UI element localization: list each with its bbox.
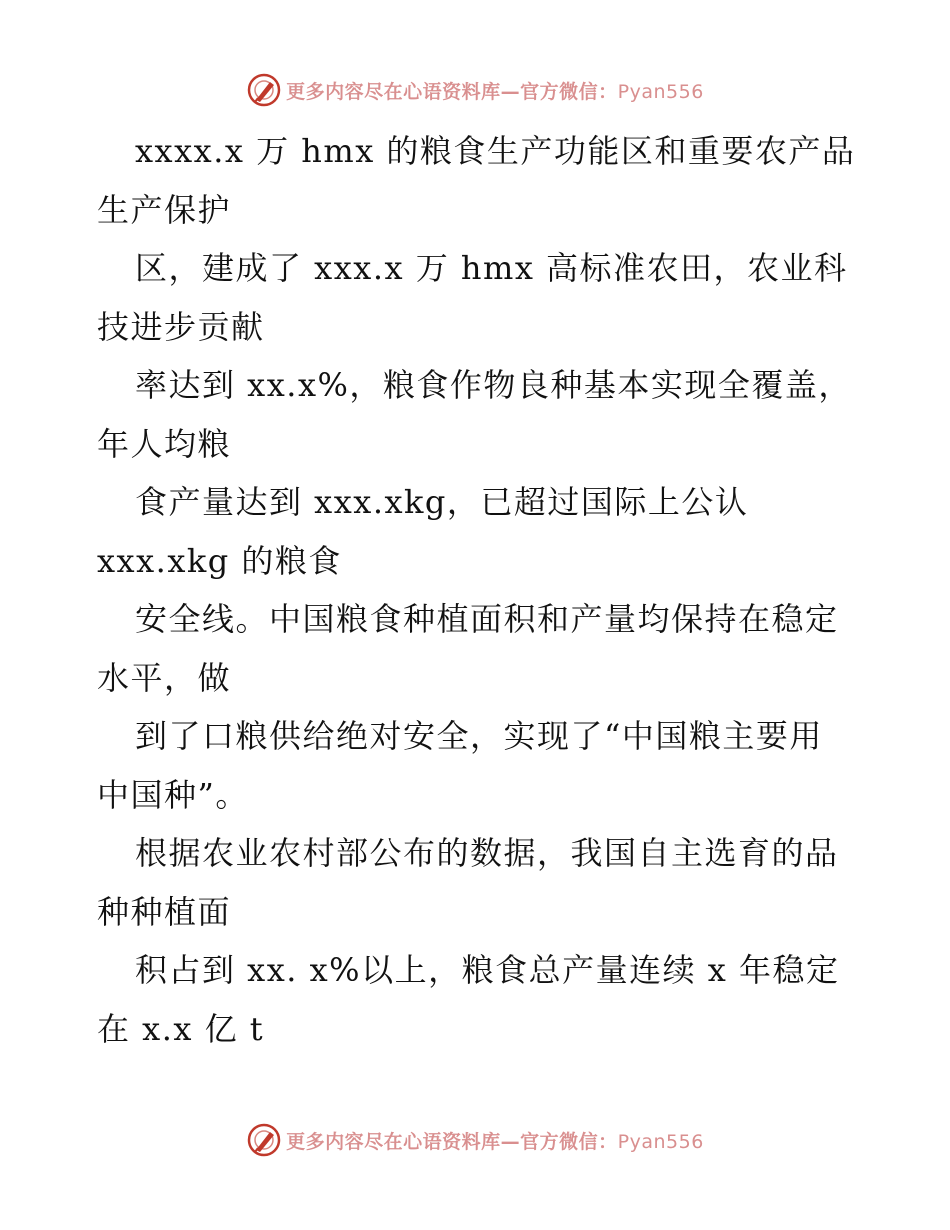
watermark-id: Pyan556 (617, 1130, 704, 1153)
text-line: 安全线。中国粮食种植面积和产量均保持在稳定 (135, 600, 839, 638)
text-line: 生产保护 (97, 190, 232, 229)
text-line: 到了口粮供给绝对安全，实现了“中国粮主要用 (135, 717, 823, 755)
watermark-text: 更多内容尽在心语资料库—官方微信：Pyan556 (286, 1130, 704, 1153)
text-line: xxxx.x 万 hmx 的粮食生产功能区和重要农产品 (135, 132, 856, 170)
text-line: 中国种”。 (97, 775, 249, 814)
text-line: 技进步贡献 (97, 307, 265, 346)
watermark-id: Pyan556 (617, 80, 704, 103)
text-line: 在 x.x 亿 t (97, 1009, 265, 1048)
document-body (97, 122, 857, 1058)
footer-watermark (0, 1120, 950, 1160)
quill-logo-icon (246, 72, 282, 108)
header-watermark (0, 70, 950, 110)
text-line: 根据农业农村部公布的数据，我国自主选育的品 (135, 834, 839, 872)
text-line: 食产量达到 xxx.xkg，已超过国际上公认 (135, 483, 749, 521)
text-line: 年人均粮 (97, 424, 232, 463)
text-line: 积占到 xx. x%以上，粮食总产量连续 x 年稳定 (135, 951, 840, 989)
text-line: xxx.xkg 的粮食 (97, 541, 342, 580)
text-line: 区，建成了 xxx.x 万 hmx 高标准农田，农业科 (135, 249, 848, 287)
text-line: 种种植面 (97, 892, 232, 931)
quill-logo-icon (246, 1122, 282, 1158)
text-line: 率达到 xx.x%，粮食作物良种基本实现全覆盖， (135, 366, 852, 404)
text-line: 水平，做 (97, 658, 232, 697)
watermark-text: 更多内容尽在心语资料库—官方微信：Pyan556 (286, 80, 704, 103)
